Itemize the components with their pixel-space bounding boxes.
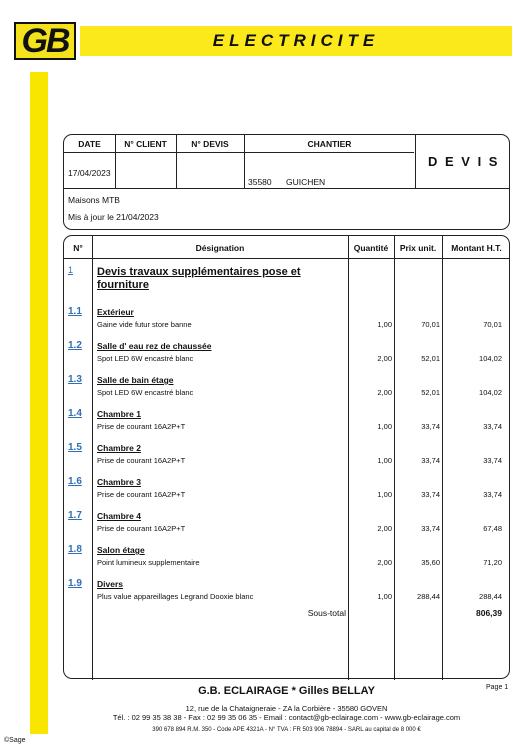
side-accent-bar [30,72,48,734]
item-number[interactable]: 1.1 [68,306,82,317]
item-quantity: 2,00 [377,354,392,363]
header-client-label: N° CLIENT [124,139,167,149]
update-date: Mis à jour le 21/04/2023 [68,212,159,222]
quote-table [63,235,510,679]
item-quantity: 1,00 [377,456,392,465]
item-number[interactable]: 1.9 [68,578,82,589]
item-unit-price: 33,74 [421,456,440,465]
item-description: Prise de courant 16A2P+T [97,490,186,499]
item-amount: 33,74 [483,456,502,465]
subtotal-label: Sous-total [307,608,346,618]
sage-mark: ©Sage [4,737,26,744]
item-quantity: 2,00 [377,558,392,567]
item-amount: 33,74 [483,490,502,499]
footer-contact: Tél. : 02 99 35 38 38 - Fax : 02 99 35 06 35 - Email : contact@gb-eclairage.com - www.gb-eclairage.com [112,713,461,722]
item-number[interactable]: 1.7 [68,510,82,521]
item-title: Chambre 4 [97,511,141,521]
item-amount: 104,02 [479,388,502,397]
chantier-city: GUICHEN [286,177,326,187]
item-description: Prise de courant 16A2P+T [97,524,186,533]
main-section-title: Devis travaux supplémentaires pose et fourniture [97,266,301,291]
item-title: Chambre 2 [97,443,141,453]
banner-title: ELECTRICITE [212,31,380,50]
header-devis-label: N° DEVIS [191,139,229,149]
item-title: Salon étage [97,545,145,555]
item-unit-price: 52,01 [421,388,440,397]
item-description: Prise de courant 16A2P+T [97,456,186,465]
item-description: Gaine vide futur store banne [97,320,192,329]
item-description: Prise de courant 16A2P+T [97,422,186,431]
item-title: Divers [97,579,123,589]
item-number[interactable]: 1.3 [68,374,82,385]
footer-legal: 390 678 894 R.M. 350 - Code APE 4321A - N° TVA : FR 503 906 78894 - SARL au capital de 8 000 € [152,727,421,733]
page-number: Page 1 [486,684,509,691]
col-header-amount: Montant H.T. [451,243,502,253]
col-header-quantity: Quantité [353,243,389,253]
subtotal-value: 806,39 [476,608,502,618]
item-description: Spot LED 6W encastré blanc [97,388,194,397]
item-number[interactable]: 1.5 [68,442,82,453]
col-header-num: N° [73,243,83,253]
item-unit-price: 288,44 [417,592,440,601]
item-amount: 67,48 [483,524,502,533]
item-unit-price: 52,01 [421,354,440,363]
company-logo: GB [14,22,76,60]
item-number[interactable]: 1.6 [68,476,82,487]
document-header-box [63,134,510,230]
item-unit-price: 33,74 [421,524,440,533]
header-date-label: DATE [78,139,101,149]
item-amount: 70,01 [483,320,502,329]
item-quantity: 2,00 [377,524,392,533]
item-number[interactable]: 1.2 [68,340,82,351]
header-chantier-label: CHANTIER [307,139,352,149]
item-quantity: 2,00 [377,388,392,397]
item-unit-price: 33,74 [421,422,440,431]
header-banner [80,26,512,56]
main-section-number[interactable]: 1 [68,265,74,275]
item-description: Point lumineux supplementaire [97,558,200,567]
item-amount: 71,20 [483,558,502,567]
item-unit-price: 35,60 [421,558,440,567]
item-quantity: 1,00 [377,320,392,329]
item-title: Extérieur [97,307,134,317]
footer-company-name: G.B. ECLAIRAGE * Gilles BELLAY [198,685,375,697]
item-title: Chambre 1 [97,409,141,419]
item-title: Salle d' eau rez de chaussée [97,341,212,351]
item-amount: 33,74 [483,422,502,431]
item-number[interactable]: 1.8 [68,544,82,555]
item-quantity: 1,00 [377,490,392,499]
item-quantity: 1,00 [377,592,392,601]
document-type: D E V I S [428,154,500,169]
col-header-designation: Désignation [195,243,245,253]
item-amount: 104,02 [479,354,502,363]
item-amount: 288,44 [479,592,502,601]
item-description: Spot LED 6W encastré blanc [97,354,194,363]
item-number[interactable]: 1.4 [68,408,82,419]
item-title: Chambre 3 [97,477,141,487]
item-description: Plus value appareillages Legrand Dooxie blanc [97,592,254,601]
col-header-unit-price: Prix unit. [399,243,437,253]
header-date-value: 17/04/2023 [68,168,111,178]
item-title: Salle de bain étage [97,375,174,385]
item-quantity: 1,00 [377,422,392,431]
footer-address: 12, rue de la Chataigneraie - ZA la Corbière - 35580 GOVEN [185,704,388,713]
item-unit-price: 33,74 [421,490,440,499]
chantier-postal-code: 35580 [248,177,272,187]
client-name: Maisons MTB [68,195,120,205]
item-unit-price: 70,01 [421,320,440,329]
